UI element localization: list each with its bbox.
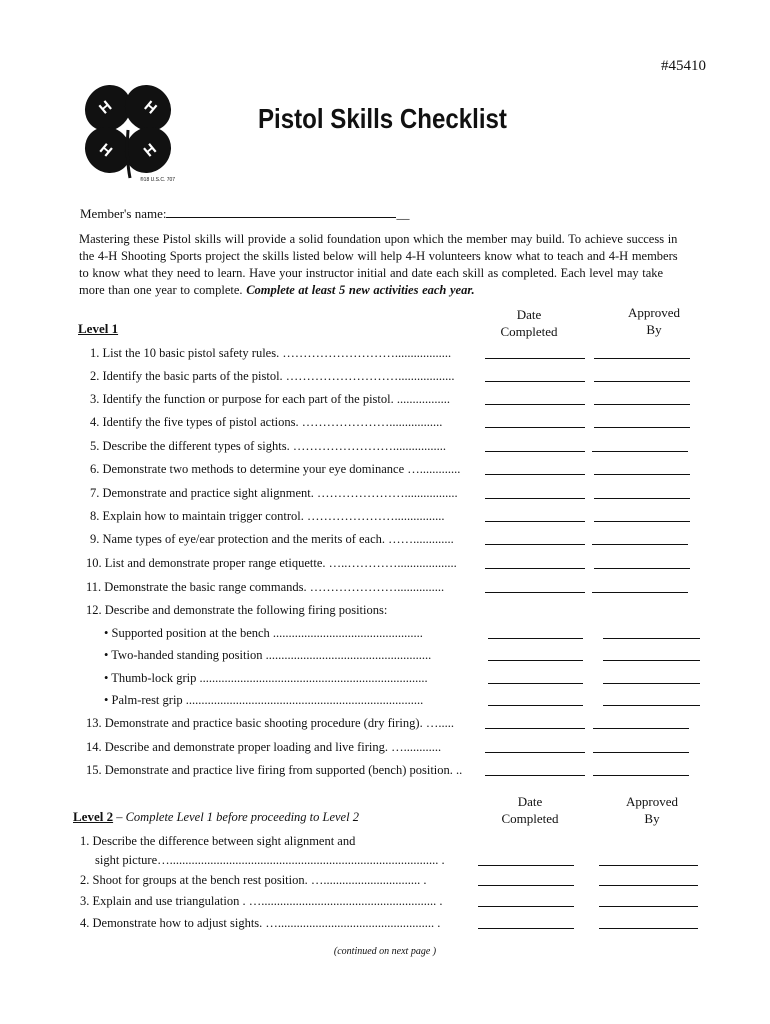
date-completed-line[interactable]	[488, 660, 583, 661]
approved-by-line[interactable]	[592, 592, 688, 593]
date-completed-line[interactable]	[478, 885, 574, 886]
firing-position-item: • Supported position at the bench ................................................	[104, 626, 423, 640]
date-completed-line[interactable]	[485, 381, 585, 382]
clover-letter: H	[96, 140, 116, 161]
member-name-row: Member's name: __	[80, 206, 410, 221]
approved-by-line[interactable]	[594, 474, 690, 475]
level-1-title: Level 1	[78, 321, 119, 336]
approved-by-line[interactable]	[603, 638, 700, 639]
level-2-item: 2. Shoot for groups at the bench rest position. …............................... .	[80, 873, 427, 887]
approved-by-line[interactable]	[594, 498, 690, 499]
level-2-title: Level 2	[73, 809, 114, 824]
level-2-note: – Complete Level 1 before proceeding to Level 2	[113, 810, 359, 824]
level-1-item: 7. Demonstrate and practice sight alignment. ………………….................	[90, 486, 458, 500]
approved-by-line[interactable]	[594, 381, 690, 382]
level-1-item: 3. Identify the function or purpose for each part of the pistol. .................	[90, 392, 450, 406]
approved-by-line[interactable]	[593, 728, 689, 729]
date-completed-line[interactable]	[485, 358, 585, 359]
approved-by-line[interactable]	[599, 865, 698, 866]
level-2-item: 4. Demonstrate how to adjust sights. ….................................................. .	[80, 916, 441, 930]
date-completed-line[interactable]	[485, 427, 585, 428]
level-2-date-header: Date Completed	[501, 794, 559, 826]
approved-by-line[interactable]	[592, 544, 688, 545]
approved-by-line[interactable]	[592, 451, 688, 452]
level-2-item: sight picture…...................................................................................... .	[95, 853, 445, 867]
level-1-item: 9. Name types of eye/ear protection and the merits of each. …….............	[90, 532, 454, 546]
approved-by-line[interactable]	[594, 404, 690, 405]
date-completed-line[interactable]	[485, 474, 585, 475]
4-h-clover-icon	[78, 78, 178, 186]
level-1-item: 15. Demonstrate and practice live firing from supported (bench) position. ..	[86, 763, 463, 777]
level-1-item: 4. Identify the five types of pistol actions. ………………….................	[90, 415, 443, 429]
approved-by-line[interactable]	[594, 358, 690, 359]
intro-text: Mastering these Pistol skills will provide a solid foundation upon which the member may build. To achieve success in the 4-H Shooting Sports project the skills listed below will help 4-H volunteers know what to teach and 4-H members to know what they need to learn. Have your instructor initial and date each skill as completed. Each level may take more than one year to complete.	[79, 232, 678, 297]
date-completed-line[interactable]	[488, 638, 583, 639]
level-1-item: 8. Explain how to maintain trigger control. …………………................	[90, 509, 445, 523]
approved-by-line[interactable]	[599, 906, 698, 907]
level-1-item: 12. Describe and demonstrate the following firing positions:	[86, 603, 388, 617]
level-1-item: 10. List and demonstrate proper range etiquette. …..…………...................	[86, 556, 457, 570]
clover-letter: H	[140, 140, 160, 161]
member-name-field[interactable]	[166, 205, 396, 218]
intro-emphasis: Complete at least 5 new activities each year.	[246, 283, 475, 297]
date-completed-line[interactable]	[488, 705, 583, 706]
firing-position-item: • Palm-rest grip ............................................................................	[104, 693, 424, 707]
approved-by-line[interactable]	[593, 775, 689, 776]
level-1-item: 5. Describe the different types of sights. …………………….................	[90, 439, 446, 453]
continued-note: (continued on next page )	[333, 946, 437, 957]
approved-by-header: Approved By	[628, 305, 680, 337]
clover-letter: H	[140, 97, 160, 118]
trademark-text: ®18 U.S.C. 707	[140, 177, 176, 183]
level-1-item: 13. Demonstrate and practice basic shooting procedure (dry firing). ….....	[86, 716, 454, 730]
date-completed-line[interactable]	[478, 906, 574, 907]
form-number: #45410	[661, 58, 706, 74]
date-completed-line[interactable]	[485, 451, 585, 452]
approved-by-line[interactable]	[599, 885, 698, 886]
level-1-item: 2. Identify the basic parts of the pistol. ………………………..................	[90, 369, 455, 383]
firing-position-item: • Two-handed standing position .....................................................	[104, 648, 432, 662]
date-completed-line[interactable]	[485, 752, 585, 753]
approved-by-line[interactable]	[603, 660, 700, 661]
member-name-label: Member's name:	[80, 206, 167, 221]
date-completed-line[interactable]	[485, 544, 585, 545]
level-1-item: 14. Describe and demonstrate proper loading and live firing. …............	[86, 740, 442, 754]
approved-by-line[interactable]	[594, 568, 690, 569]
intro-paragraph	[79, 231, 689, 299]
date-completed-line[interactable]	[478, 865, 574, 866]
level-1-item: 1. List the 10 basic pistol safety rules. ………………………..................	[90, 346, 452, 360]
date-completed-line[interactable]	[485, 521, 585, 522]
level-2-item: 1. Describe the difference between sight alignment and	[80, 834, 356, 848]
approved-by-line[interactable]	[594, 521, 690, 522]
approved-by-line[interactable]	[594, 427, 690, 428]
date-completed-line[interactable]	[478, 928, 574, 929]
date-completed-line[interactable]	[485, 568, 585, 569]
firing-position-item: • Thumb-lock grip .........................................................................	[104, 671, 428, 685]
date-completed-line[interactable]	[485, 775, 585, 776]
approved-by-line[interactable]	[593, 752, 689, 753]
date-completed-line[interactable]	[485, 498, 585, 499]
date-completed-header: Date Completed	[500, 307, 558, 339]
clover-letter: H	[96, 97, 116, 118]
level-2-heading	[73, 808, 359, 826]
level-2-item: 3. Explain and use triangulation . …........................................................ .	[80, 894, 443, 908]
page-title: Pistol Skills Checklist	[258, 103, 507, 134]
approved-by-line[interactable]	[603, 705, 700, 706]
level-2-approved-header: Approved By	[626, 794, 678, 826]
date-completed-line[interactable]	[485, 404, 585, 405]
level-1-item: 6. Demonstrate two methods to determine your eye dominance ….............	[90, 462, 461, 476]
approved-by-line[interactable]	[603, 683, 700, 684]
date-completed-line[interactable]	[485, 728, 585, 729]
approved-by-line[interactable]	[599, 928, 698, 929]
date-completed-line[interactable]	[488, 683, 583, 684]
level-1-item: 11. Demonstrate the basic range commands. …………………...............	[86, 580, 445, 594]
date-completed-line[interactable]	[485, 592, 585, 593]
